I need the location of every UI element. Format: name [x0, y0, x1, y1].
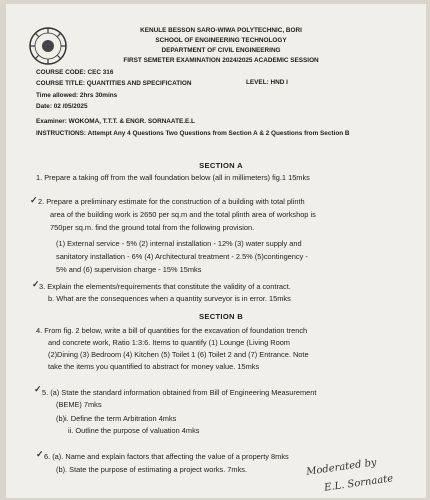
exam-title: FIRST SEMETER EXAMINATION 2024/2025 ACADEMIC SESSION	[123, 57, 319, 64]
handwritten-moderation-note: Moderated by	[305, 457, 378, 478]
question-4-line-4: take the items you quantified to abstract for money value. 15mks	[48, 362, 260, 371]
tick-mark: ✓	[32, 279, 40, 289]
question-6b: (b). State the purpose of estimating a project works. 7mks.	[56, 465, 248, 474]
tick-mark: ✓	[30, 195, 38, 205]
question-2-provision-1: (1) External service - 5% (2) internal installation - 12% (3) water supply and	[56, 239, 302, 248]
tick-mark: ✓	[34, 384, 42, 394]
question-2-line-1: 2. Prepare a preliminary estimate for the construction of a building with total plinth	[38, 197, 305, 206]
exam-date: Date: 02 /05/2025	[36, 103, 88, 110]
level: LEVEL: HND I	[246, 79, 288, 86]
tick-mark: ✓	[36, 449, 44, 459]
question-2-provision-2: sanitatory installation - 6% (4) Architectural treatment - 2.5% (5)contingency -	[56, 252, 308, 261]
examiner: Examiner: WOKOMA, T.T.T. & ENGR. SORNAATE.E.L	[36, 118, 195, 125]
time-allowed: Time allowed: 2hrs 30mins	[36, 92, 118, 99]
exam-paper	[6, 4, 426, 498]
question-2-provision-3: 5% and (6) supervision charge - 15% 15mks	[56, 265, 202, 274]
question-5a-line-1: 5. (a) State the standard information obtained from Bill of Engineering Measurement	[42, 388, 317, 397]
question-3b: b. What are the consequences when a quantity surveyor is in error. 15mks	[48, 294, 291, 303]
course-title: COURSE TITLE: QUANTITIES AND SPECIFICATION	[36, 80, 192, 87]
question-5b: (b)i. Define the term Arbitration 4mks	[56, 414, 177, 423]
question-4-line-1: 4. From fig. 2 below, write a bill of quantities for the excavation of foundation trench	[36, 326, 308, 335]
question-6a: 6. (a). Name and explain factors that affecting the value of a property 8mks	[44, 452, 289, 461]
question-4-line-2: and concrete work, Ratio 1:3:6. Items to quantify (1) Lounge (Living Room	[48, 338, 290, 347]
question-5c: ii. Outline the purpose of valuation 4mks	[68, 426, 200, 435]
question-3a: 3. Explain the elements/requirements that constitute the validity of a contract.	[39, 282, 291, 291]
handwritten-moderator-name: E.L. Sornaate	[323, 473, 394, 494]
section-b-title: SECTION B	[198, 312, 244, 321]
department-name: DEPARTMENT OF CIVIL ENGINEERING	[161, 47, 281, 54]
question-1: 1. Prepare a taking off from the wall foundation below (all in millimeters) fig.1 15mks	[36, 173, 310, 182]
question-5a-line-2: (BEME) 7mks	[56, 400, 102, 409]
instructions: INSTRUCTIONS: Attempt Any 4 Questions Two Questions from Section A & 2 Questions from Section B	[36, 130, 350, 137]
question-4-line-3: (2)Dining (3) Bedroom (4) Kitchen (5) Toilet 1 (6) Toilet 2 and (7) Entrance. Note	[48, 350, 309, 359]
section-a-title: SECTION A	[199, 161, 243, 170]
question-2-line-2: area of the building work is 2650 per sq.m and the total plinth area of workshop is	[50, 210, 316, 219]
school-name: SCHOOL OF ENGINEERING TECHNOLOGY	[155, 37, 287, 44]
course-code: COURSE CODE: CEC 316	[36, 69, 114, 76]
question-2-line-3: 750per sq.m. find the ground total from the following provision.	[50, 223, 255, 232]
institution-name: KENULE BESSON SARO-WIWA POLYTECHNIC, BORI	[140, 27, 302, 34]
